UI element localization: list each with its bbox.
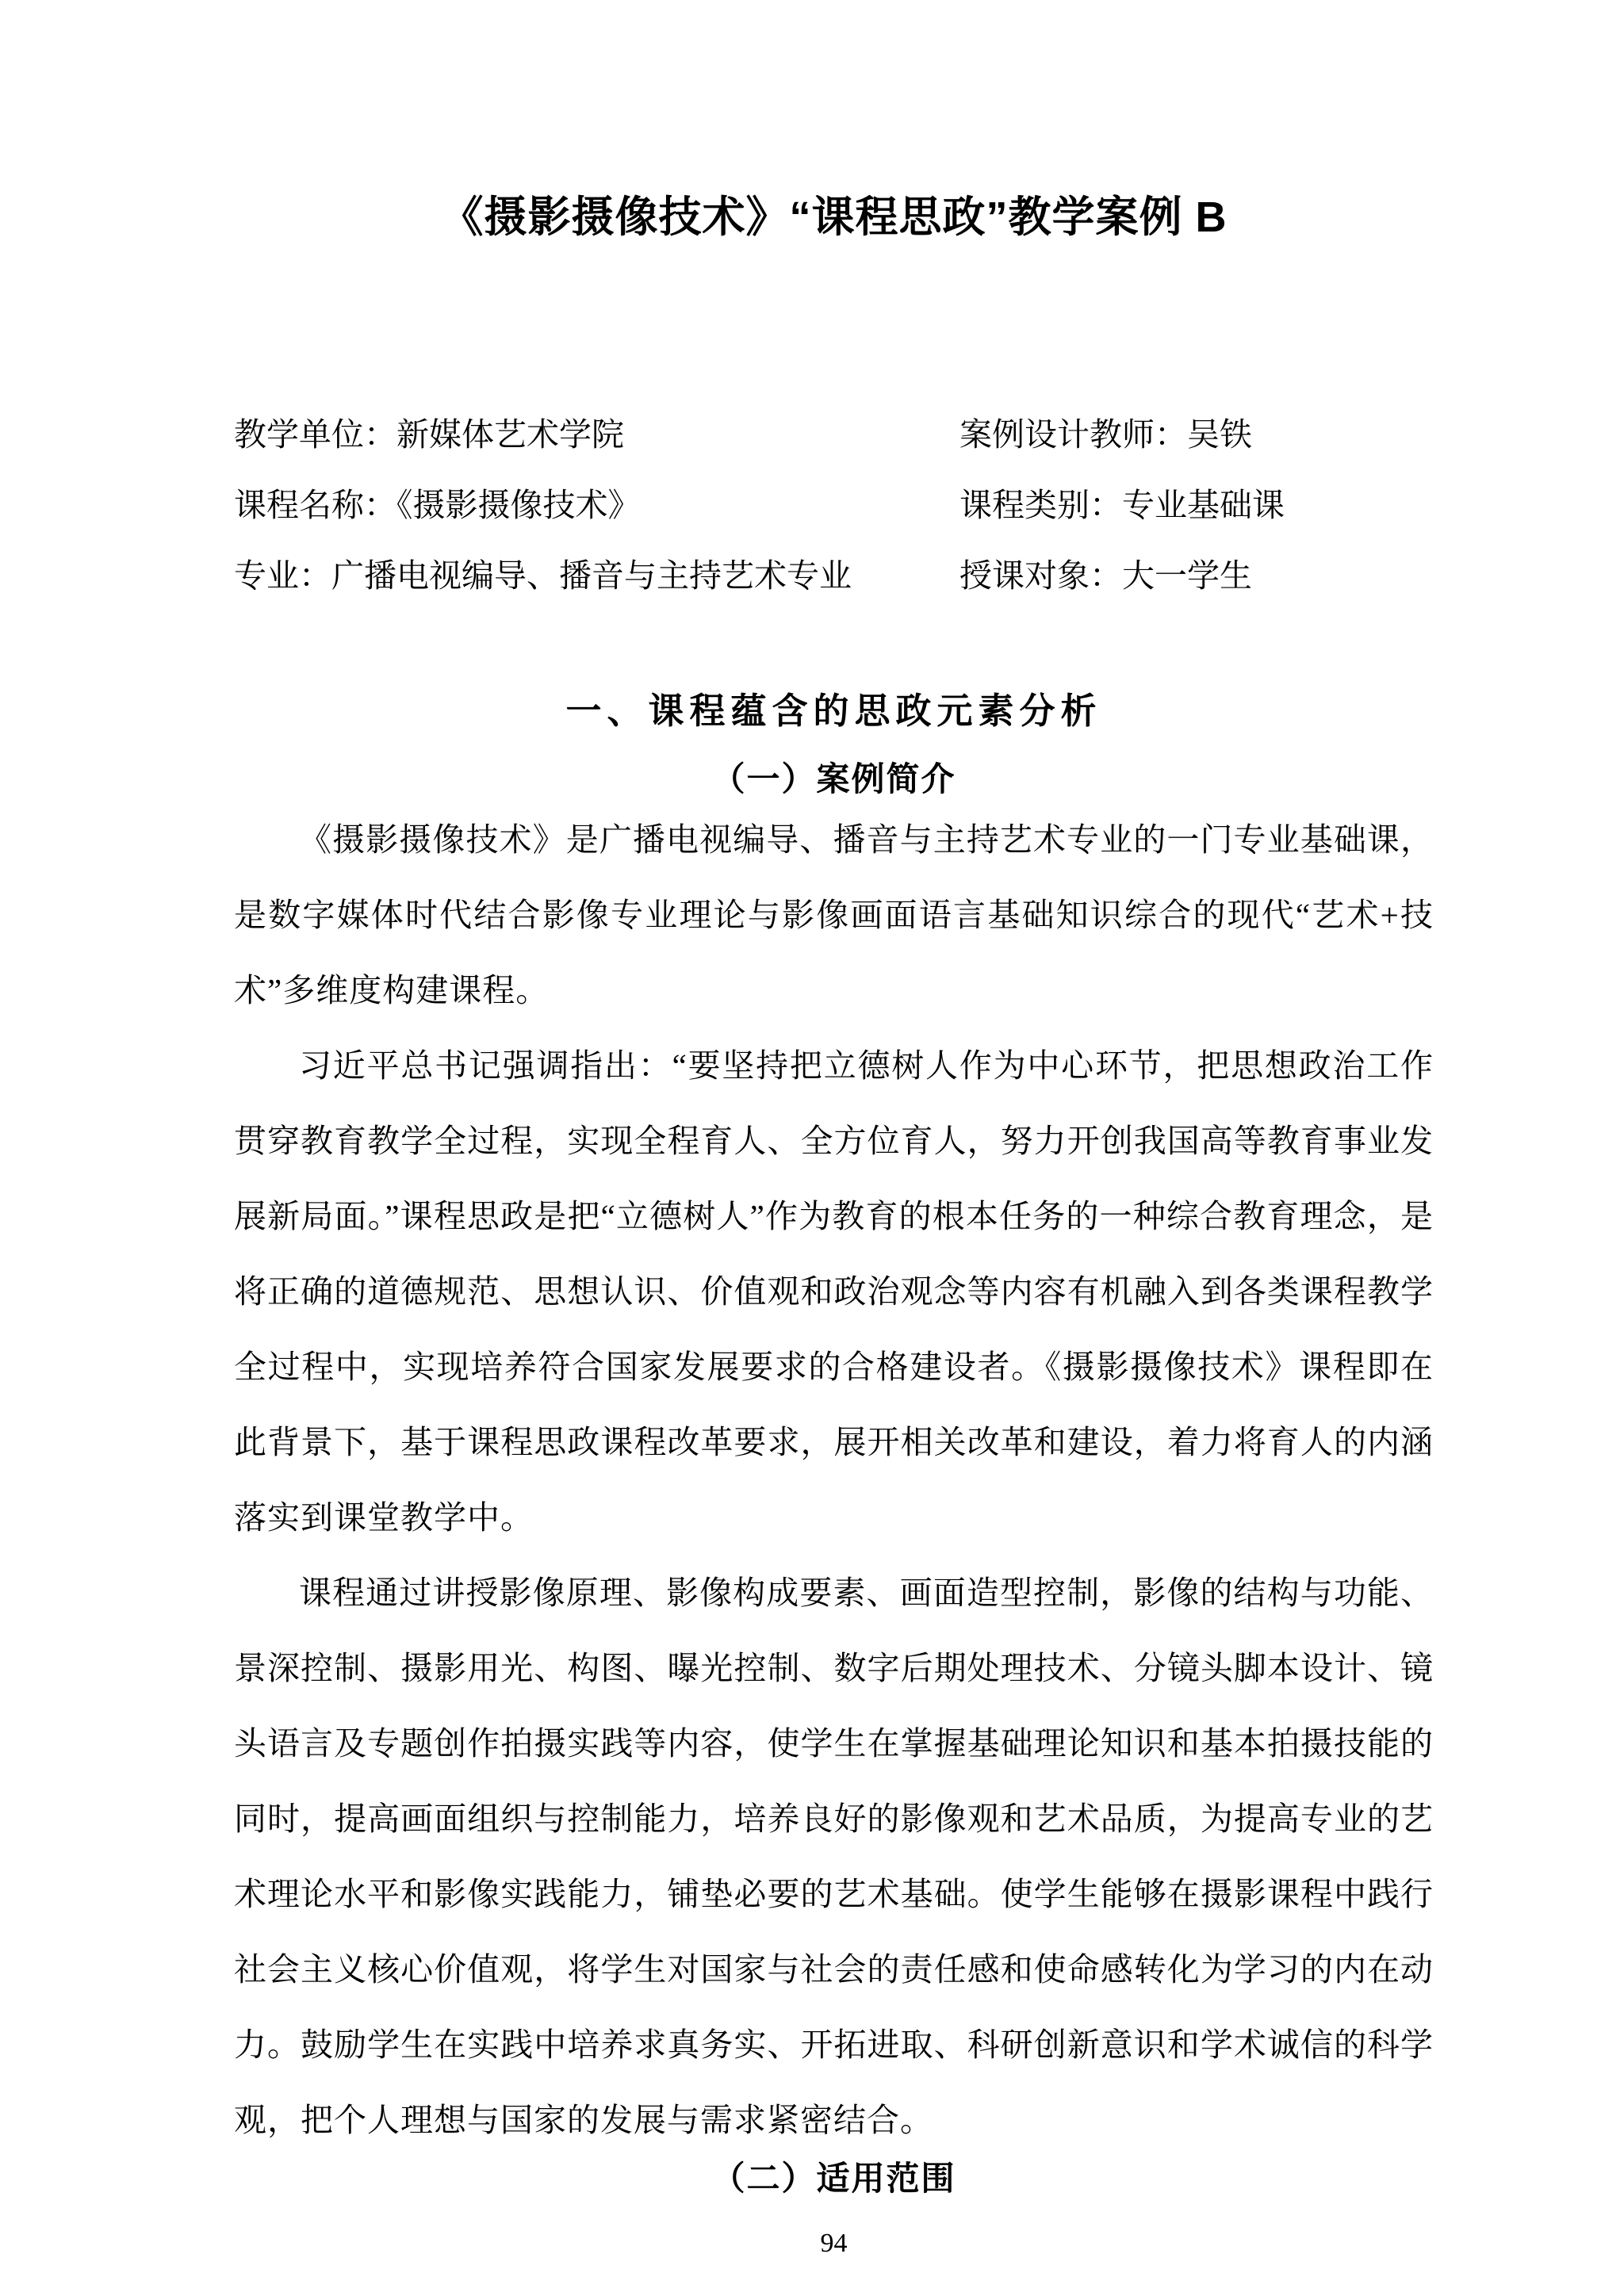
page-number: 94 [820, 2229, 848, 2258]
paragraph-course-overview: 《摄影摄像技术》是广播电视编导、播音与主持艺术专业的一门专业基础课，是数字媒体时代结合影像专业理论与影像画面语言基础知识综合的现代“艺术+技术”多维度构建课程。 [234, 821, 1434, 1008]
meta-row-3 [234, 538, 1434, 608]
subsection-heading-case-intro: （一）案例简介 [711, 762, 956, 798]
subsection-heading-scope: （二）适用范围 [711, 2161, 956, 2198]
meta-row-1 [234, 396, 1434, 467]
meta-major: 专业：广播电视编导、播音与主持艺术专业 [234, 557, 852, 594]
meta-course-name: 课程名称：《摄影摄像技术》 [234, 487, 641, 523]
meta-teaching-unit: 教学单位：新媒体艺术学院 [234, 416, 624, 453]
paragraph-ideology-background: 习近平总书记强调指出：“要坚持把立德树人作为中心环节，把思想政治工作贯穿教育教学全过程，实现全程育人、全方位育人，努力开创我国高等教育事业发展新局面。”课程思政是把“立德树人”作为教育的根本任务的一种综合教育理念，是将正确的道德规范、思想认识、价值观和政治观念等内容有机融入到各类课程教学全过程中，实现培养符合国家发展要求的合格建设者。《摄影摄像技术》课程即在此背景下，基于课程思政课程改革要求，展开相关改革和建设，着力将育人的内涵落实到课堂教学中。 [234, 1047, 1434, 1536]
meta-block [234, 396, 1434, 608]
meta-course-category: 课程类别：专业基础课 [959, 487, 1285, 523]
meta-row-2 [234, 467, 1434, 538]
section-heading-1: 一、课程蕴含的思政元素分析 [565, 691, 1102, 731]
document-title: 《摄影摄像技术》“课程思政”教学案例 B [440, 193, 1228, 241]
meta-target-students: 授课对象：大一学生 [959, 557, 1252, 594]
meta-case-designer: 案例设计教师：吴铁 [959, 416, 1252, 453]
paragraph-course-content: 课程通过讲授影像原理、影像构成要素、画面造型控制，影像的结构与功能、景深控制、摄影用光、构图、曝光控制、数字后期处理技术、分镜头脚本设计、镜头语言及专题创作拍摄实践等内容，使学生在掌握基础理论知识和基本拍摄技能的同时，提高画面组织与控制能力，培养良好的影像观和艺术品质，为提高专业的艺术理论水平和影像实践能力，铺垫必要的艺术基础。使学生能够在摄影课程中践行社会主义核心价值观，将学生对国家与社会的责任感和使命感转化为学习的内在动力。鼓励学生在实践中培养求真务实、开拓进取、科研创新意识和学术诚信的科学观，把个人理想与国家的发展与需求紧密结合。 [234, 1575, 1434, 2138]
